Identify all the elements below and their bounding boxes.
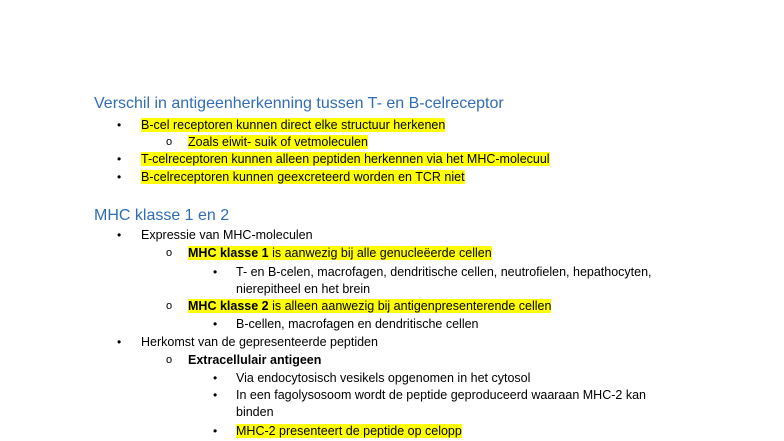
bullet-icon: •: [213, 424, 218, 438]
list-item: B-cellen, macrofagen en dendritische cellen: [236, 317, 479, 331]
list-item: MHC klasse 2 is alleen aanwezig bij antigenpresenterende cellen: [188, 299, 552, 313]
list-item: In een fagolysosoom wordt de peptide geproduceerd waaraan MHC-2 kan: [236, 388, 646, 402]
list-item-continuation: nierepitheel en het brein: [236, 282, 371, 296]
bullet-icon: •: [213, 317, 218, 331]
bullet-icon: •: [117, 335, 122, 349]
bullet-icon: •: [117, 170, 122, 184]
bullet-icon: •: [213, 265, 218, 279]
list-item: MHC klasse 1 is aanwezig bij alle genucleëerde cellen: [188, 246, 492, 260]
heading-antigen-recognition: Verschil in antigeenherkenning tussen T- en B-celreceptor: [94, 95, 504, 112]
list-item: Extracellulair antigeen: [188, 353, 322, 367]
circle-bullet-icon: o: [166, 354, 173, 366]
list-item: MHC-2 presenteert de peptide op celopp: [236, 424, 462, 438]
bullet-icon: •: [117, 118, 122, 132]
list-item: Expressie van MHC-moleculen: [141, 228, 313, 242]
list-item-continuation: binden: [236, 405, 274, 419]
bullet-icon: •: [213, 371, 218, 385]
list-item: T-celreceptoren kunnen alleen peptiden herkennen via het MHC-molecuul: [141, 152, 550, 166]
circle-bullet-icon: o: [166, 247, 173, 259]
circle-bullet-icon: o: [166, 300, 173, 312]
heading-mhc-classes: MHC klasse 1 en 2: [94, 207, 230, 224]
list-item: T- en B-celen, macrofagen, dendritische cellen, neutrofielen, hepathocyten,: [236, 265, 652, 279]
list-item: B-cel receptoren kunnen direct elke structuur herkenen: [141, 118, 446, 132]
list-item: Herkomst van de gepresenteerde peptiden: [141, 335, 378, 349]
bullet-icon: •: [213, 388, 218, 402]
circle-bullet-icon: o: [166, 136, 173, 148]
list-item: B-celreceptoren kunnen geexcreteerd worden en TCR niet: [141, 170, 465, 184]
bullet-icon: •: [117, 152, 122, 166]
bullet-icon: •: [117, 228, 122, 242]
list-item: Zoals eiwit- suik of vetmoleculen: [188, 135, 368, 149]
list-item: Via endocytosisch vesikels opgenomen in het cytosol: [236, 371, 531, 385]
